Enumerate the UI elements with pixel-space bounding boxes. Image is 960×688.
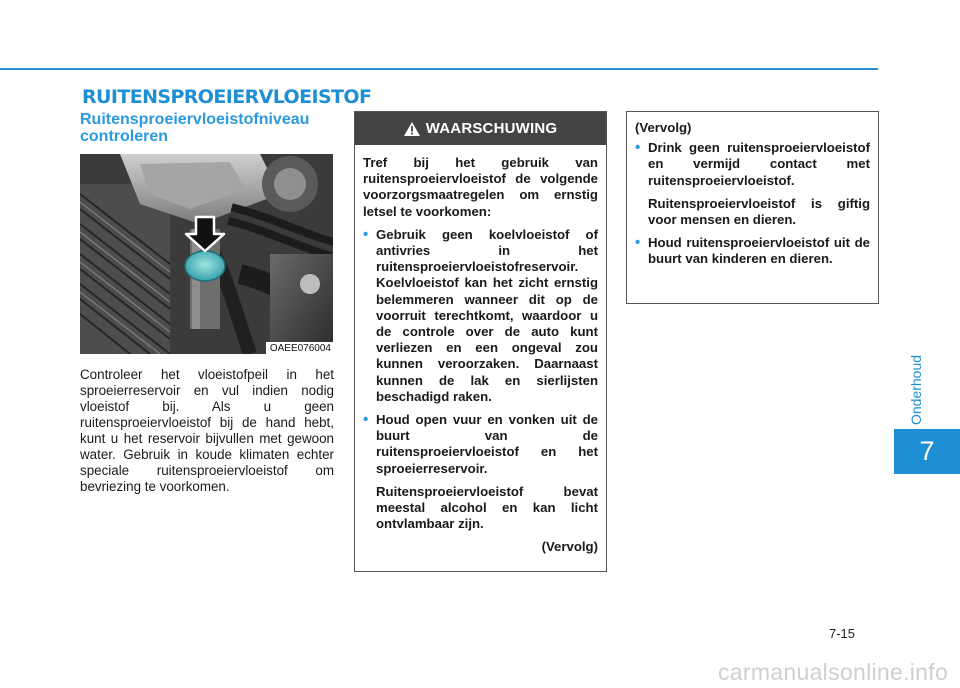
continued-label: (Vervolg) bbox=[541, 539, 598, 555]
continuation-body bbox=[627, 112, 878, 268]
top-rule bbox=[0, 68, 878, 70]
continuation-bullet bbox=[635, 140, 870, 189]
warning-bullet-text: Houd open vuur en vonken uit de buurt van de ruitensproeiervloeistof en het sproeierreservoir. bbox=[376, 412, 598, 476]
warning-body bbox=[355, 145, 606, 556]
continuation-bullet bbox=[635, 235, 870, 267]
warning-bullet bbox=[363, 227, 598, 405]
subheading-line-1: Ruitensproeiervloeistofniveau bbox=[80, 111, 310, 128]
chapter-tab bbox=[894, 429, 960, 474]
body-paragraph: Controleer het vloeistofpeil in het sproeierreservoir en vul indien nodig vloeistof bij. Als u geen ruitensproeiervloeistof bij de hand hebt, kunt u het reservoir bijvullen met gewoon water. Gebruik in koude klimaten echter speciale ruitensproeiervloeistof om bevriezing te voorkomen. bbox=[80, 367, 334, 494]
warning-header bbox=[355, 112, 606, 145]
continuation-bullet-extra: Ruitensproeiervloeistof is giftig voor mensen en dieren. bbox=[648, 195, 870, 228]
chapter-number: 7 bbox=[919, 436, 935, 466]
engine-illustration bbox=[80, 154, 333, 354]
engine-bay-photo bbox=[80, 154, 333, 354]
bullet-dot-icon: • bbox=[635, 234, 641, 252]
section-title: RUITENSPROEIERVLOEISTOF bbox=[82, 86, 372, 108]
chapter-side-label-text: Onderhoud bbox=[908, 354, 924, 426]
page-number: 7-15 bbox=[829, 626, 856, 641]
bullet-dot-icon: • bbox=[363, 225, 369, 243]
subheading bbox=[80, 111, 340, 145]
warning-bullet bbox=[363, 412, 598, 477]
photo-code: OAEE076004 bbox=[266, 342, 333, 354]
warning-bullet-text: Gebruik geen koelvloeistof of antivries in het ruitensproeiervloeistofreservoir. Koelvloeistof kan het zicht ernstig belemmeren wanneer dit op de voorruit terechtkomt, waardoor u de controle over de auto kunt verliezen en een ongeval zou kunnen veroorzaken. Daarnaast kunnen de lak en sierlijsten beschadigd raken. bbox=[376, 226, 598, 404]
continuation-label: (Vervolg) bbox=[635, 120, 692, 135]
continuation-bullet-text: Drink geen ruitensproeiervloeistof en vermijd contact met ruitensproeiervloeistof. bbox=[648, 140, 870, 188]
continuation-bullet-text: Houd ruitensproeiervloeistof uit de buurt van kinderen en dieren. bbox=[648, 235, 870, 267]
warning-box bbox=[354, 111, 607, 572]
subheading-line-2: controleren bbox=[80, 128, 169, 145]
continuation-box bbox=[626, 111, 879, 304]
bullet-dot-icon: • bbox=[363, 411, 369, 429]
watermark: carmanualsonline.info bbox=[718, 659, 949, 685]
warning-title: WAARSCHUWING bbox=[425, 120, 558, 137]
warning-triangle-icon bbox=[404, 122, 420, 136]
chapter-side-label bbox=[906, 352, 926, 428]
warning-intro: Tref bij het gebruik van ruitensproeiervloeistof de volgende voorzorgsmaatregelen om ernstig letsel te voorkomen: bbox=[363, 155, 598, 219]
warning-bullet-extra: Ruitensproeiervloeistof bevat meestal alcohol en kan licht ontvlambaar zijn. bbox=[376, 483, 598, 532]
bullet-dot-icon: • bbox=[635, 139, 641, 157]
